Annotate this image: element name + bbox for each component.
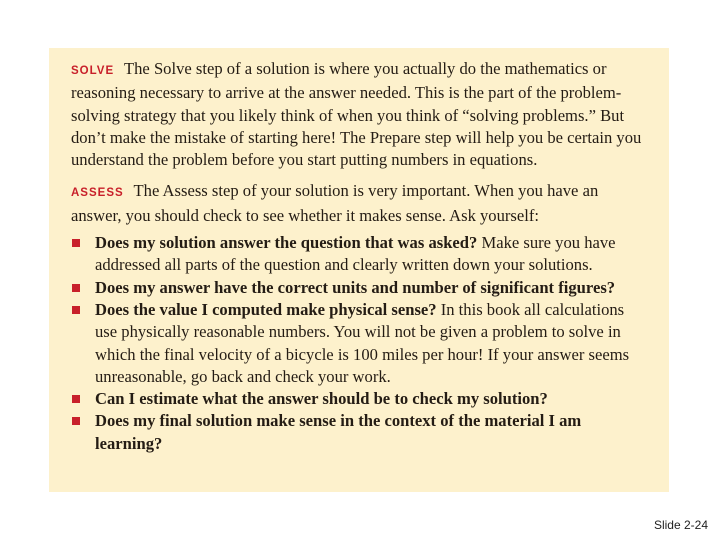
assess-checklist [71, 232, 649, 455]
solve-tag: SOLVE [71, 65, 115, 77]
checklist-item [71, 232, 649, 277]
square-bullet-icon [72, 417, 80, 425]
assess-tag: ASSESS [71, 187, 124, 200]
checklist-item [71, 388, 649, 410]
checklist-item [71, 277, 649, 299]
checklist-question: Can I estimate what the answer should be to check my solution? [95, 389, 548, 409]
solve-text: The Solve step of a solution is where you actually do the mathematics or reasoning necessary to arrive at the answer needed. This is the part of the problem-solving strategy that you likely think of when you think of “solving problems.” But don’t make the mistake of starting here! The Prepare step will help you be certain you understand the problem before you start putting numbers in equations. [71, 59, 642, 170]
assess-paragraph [71, 180, 649, 227]
checklist-question: Does my solution answer the question that was asked? [95, 233, 478, 253]
checklist-question: Does the value I computed make physical sense? [95, 299, 437, 319]
square-bullet-icon [72, 395, 80, 403]
checklist-item [71, 299, 649, 388]
checklist-detail: In this book all calculations use physically reasonable numbers. You will not be given a problem to solve in which the final velocity of a bicycle is 100 miles per hour! If your answer seems unreasonable, go back and check your work. [95, 299, 630, 386]
strategy-panel [49, 48, 669, 492]
solve-paragraph [71, 58, 649, 171]
checklist-detail: Make sure you have addressed all parts of the question and clearly written down your solutions. [95, 233, 616, 275]
checklist-question: Does my final solution make sense in the context of the material I am learning? [95, 411, 582, 453]
checklist-question: Does my answer have the correct units and number of significant figures? [95, 277, 616, 297]
slide-number: Slide 2-24 [653, 518, 708, 532]
square-bullet-icon [72, 284, 80, 292]
square-bullet-icon [72, 306, 80, 314]
assess-text: The Assess step of your solution is very important. When you have an answer, you should check to see whether it makes sense. Ask yourself: [71, 181, 599, 225]
square-bullet-icon [72, 239, 80, 247]
checklist-item [71, 410, 649, 455]
